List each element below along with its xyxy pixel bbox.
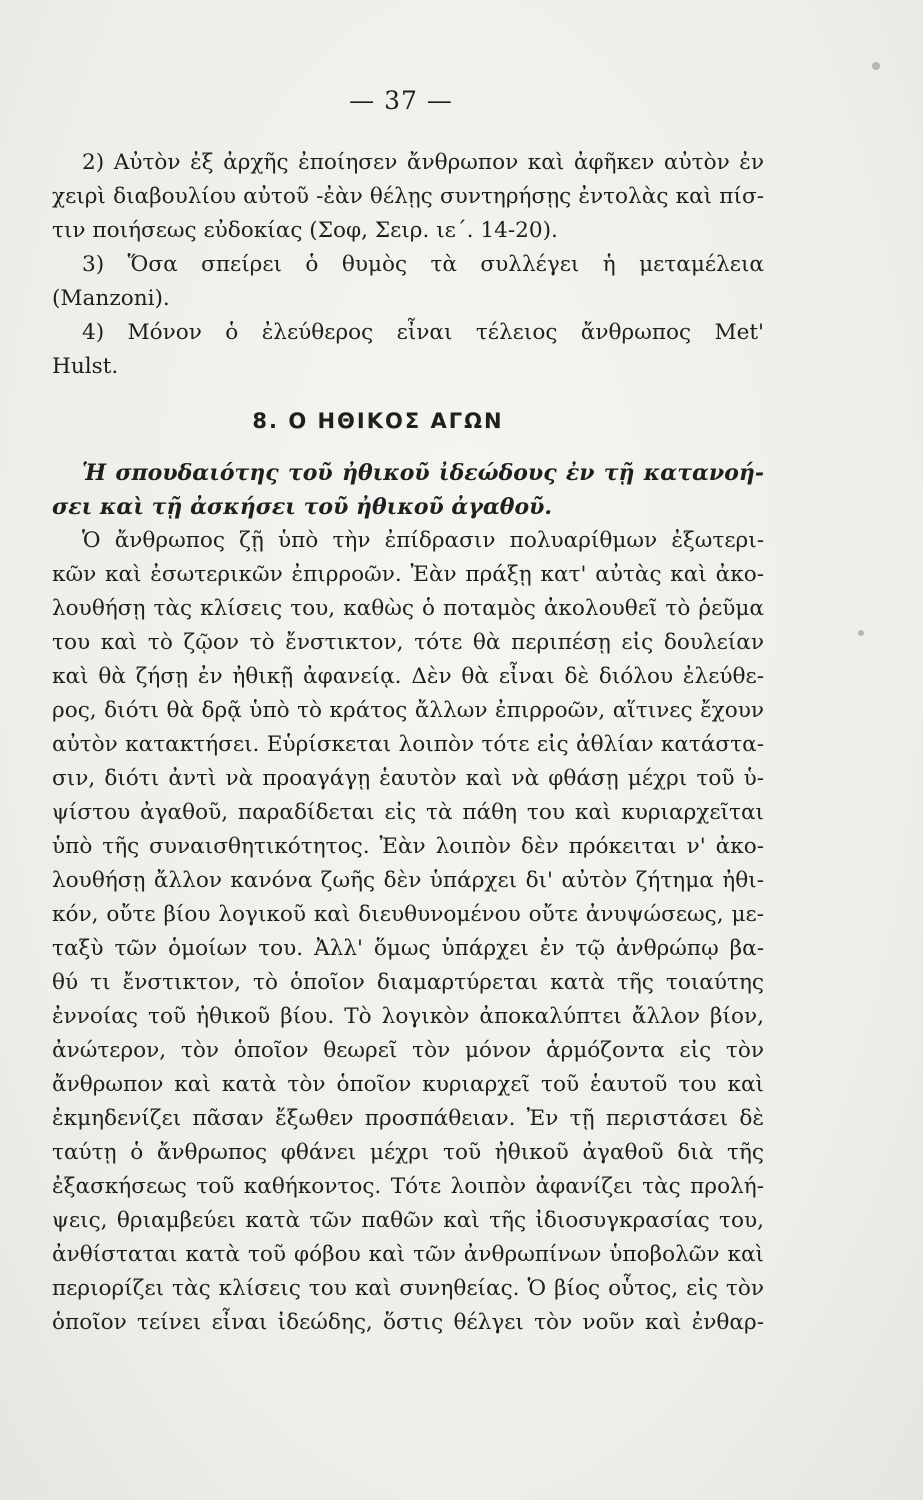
- text-line: (Manzoni).: [52, 286, 170, 311]
- text-line: 3) Ὅσα σπείρει ὁ θυμὸς τὰ συλλέγει ἡ μεταμέλεια: [82, 252, 764, 277]
- body-line: ὁποῖον τείνει εἶναι ἰδεώδης, ὅστις θέλγει τὸν νοῦν καὶ ἐνθαρ-: [52, 1310, 764, 1335]
- body-line: ἐκμηδενίζει πᾶσαν ἔξωθεν προσπάθειαν. Ἐν τῇ περιστάσει δὲ: [52, 1106, 764, 1131]
- subtitle-line: Ἡ σπουδαιότης τοῦ ἠθικοῦ ἰδεώδους ἐν τῇ κατανοή-: [82, 460, 764, 486]
- paper-speck: [858, 630, 864, 636]
- text-line: χειρὶ διαβουλίου αὐτοῦ -ἐὰν θέλῃς συντηρήσῃς ἐντολὰς καὶ πίσ-: [52, 184, 764, 209]
- text-line: 4) Μόνον ὁ ἐλεύθερος εἶναι τέλειος ἄνθρωπος Met': [82, 320, 764, 345]
- text-line: 2) Αὐτὸν ἐξ ἀρχῆς ἐποίησεν ἄνθρωπον καὶ ἀφῆκεν αὐτὸν ἐν: [82, 150, 764, 175]
- section-heading: 8. Ο ΗΘΙΚΟΣ ΑΓΩΝ: [252, 409, 504, 433]
- body-line: ψίστου ἀγαθοῦ, παραδίδεται εἰς τὰ πάθη του καὶ κυριαρχεῖται: [52, 800, 764, 825]
- body-line: ἄνθρωπον καὶ κατὰ τὸν ὁποῖον κυριαρχεῖ τοῦ ἑαυτοῦ του καὶ: [52, 1072, 764, 1097]
- body-line: αὐτὸν κατακτήσει. Εὑρίσκεται λοιπὸν τότε εἰς ἀθλίαν κατάστα-: [52, 732, 764, 757]
- page-number: — 37 —: [349, 86, 453, 115]
- body-line: ἀνθίσταται κατὰ τοῦ φόβου καὶ τῶν ἀνθρωπίνων ὑποβολῶν καὶ: [52, 1242, 764, 1267]
- numbered-item-2: [52, 146, 764, 248]
- body-line: ταξὺ τῶν ὁμοίων του. Ἀλλ' ὅμως ὑπάρχει ἐν τῷ ἀνθρώπῳ βα-: [52, 936, 764, 961]
- body-line: κόν, οὔτε βίου λογικοῦ καὶ διευθυνομένου οὔτε ἀνυψώσεως, με-: [52, 902, 764, 927]
- subtitle-line: σει καὶ τῇ ἀσκήσει τοῦ ἠθικοῦ ἀγαθοῦ.: [52, 494, 553, 520]
- body-line: ρος, διότι θὰ δρᾷ ὑπὸ τὸ κράτος ἄλλων ἐπιρροῶν, αἵτινες ἔχουν: [52, 698, 764, 723]
- numbered-item-3: [52, 248, 764, 316]
- text-line: Hulst.: [52, 354, 119, 379]
- page-content: [52, 146, 764, 1340]
- body-line: ἐννοίας τοῦ ἠθικοῦ βίου. Τὸ λογικὸν ἀποκαλύπτει ἄλλον βίον,: [52, 1004, 764, 1029]
- body-line: Ὁ ἄνθρωπος ζῇ ὑπὸ τὴν ἐπίδρασιν πολυαρίθμων ἐξωτερι-: [82, 528, 764, 553]
- numbered-item-4: [52, 316, 764, 384]
- body-line: ὑπὸ τῆς συναισθητικότητος. Ἐὰν λοιπὸν δὲν πρόκειται ν' ἀκο-: [52, 834, 764, 859]
- body-line: σιν, διότι ἀντὶ νὰ προαγάγῃ ἑαυτὸν καὶ νὰ φθάσῃ μέχρι τοῦ ὑ-: [52, 766, 764, 791]
- paper-speck: [872, 62, 880, 70]
- body-line: κῶν καὶ ἐσωτερικῶν ἐπιρροῶν. Ἐὰν πράξῃ κατ' αὐτὰς καὶ ἀκο-: [52, 562, 764, 587]
- text-line: τιν ποιήσεως εὐδοκίας (Σοφ, Σειρ. ιε΄. 14-20).: [52, 218, 558, 243]
- body-line: του καὶ τὸ ζῷον τὸ ἔνστικτον, τότε θὰ περιπέσῃ εἰς δουλείαν: [52, 630, 764, 655]
- body-line: ἀνώτερον, τὸν ὁποῖον θεωρεῖ τὸν μόνον ἁρμόζοντα εἰς τὸν: [52, 1038, 764, 1063]
- body-line: λουθήσῃ ἄλλον κανόνα ζωῆς δὲν ὑπάρχει δι' αὐτὸν ζήτημα ἠθι-: [52, 868, 764, 893]
- body-paragraph: [52, 524, 764, 1340]
- body-line: ταύτῃ ὁ ἄνθρωπος φθάνει μέχρι τοῦ ἠθικοῦ ἀγαθοῦ διὰ τῆς: [52, 1140, 764, 1165]
- body-line: περιορίζει τὰς κλίσεις του καὶ συνηθείας. Ὁ βίος οὗτος, εἰς τὸν: [52, 1276, 764, 1301]
- body-line: ψεις, θριαμβεύει κατὰ τῶν παθῶν καὶ τῆς ἰδιοσυγκρασίας του,: [52, 1208, 764, 1233]
- body-line: ἐξασκήσεως τοῦ καθήκοντος. Τότε λοιπὸν ἀφανίζει τὰς προλή-: [52, 1174, 764, 1199]
- body-line: θύ τι ἔνστικτον, τὸ ὁποῖον διαμαρτύρεται κατὰ τῆς τοιαύτης: [52, 970, 764, 995]
- body-line: καὶ θὰ ζήσῃ ἐν ἠθικῇ ἀφανείᾳ. Δὲν θὰ εἶναι δὲ διόλου ἐλεύθε-: [52, 664, 764, 689]
- body-line: λουθήσῃ τὰς κλίσεις του, καθὼς ὁ ποταμὸς ἀκολουθεῖ τὸ ῥεῦμα: [52, 596, 764, 621]
- section-subtitle: [52, 456, 764, 524]
